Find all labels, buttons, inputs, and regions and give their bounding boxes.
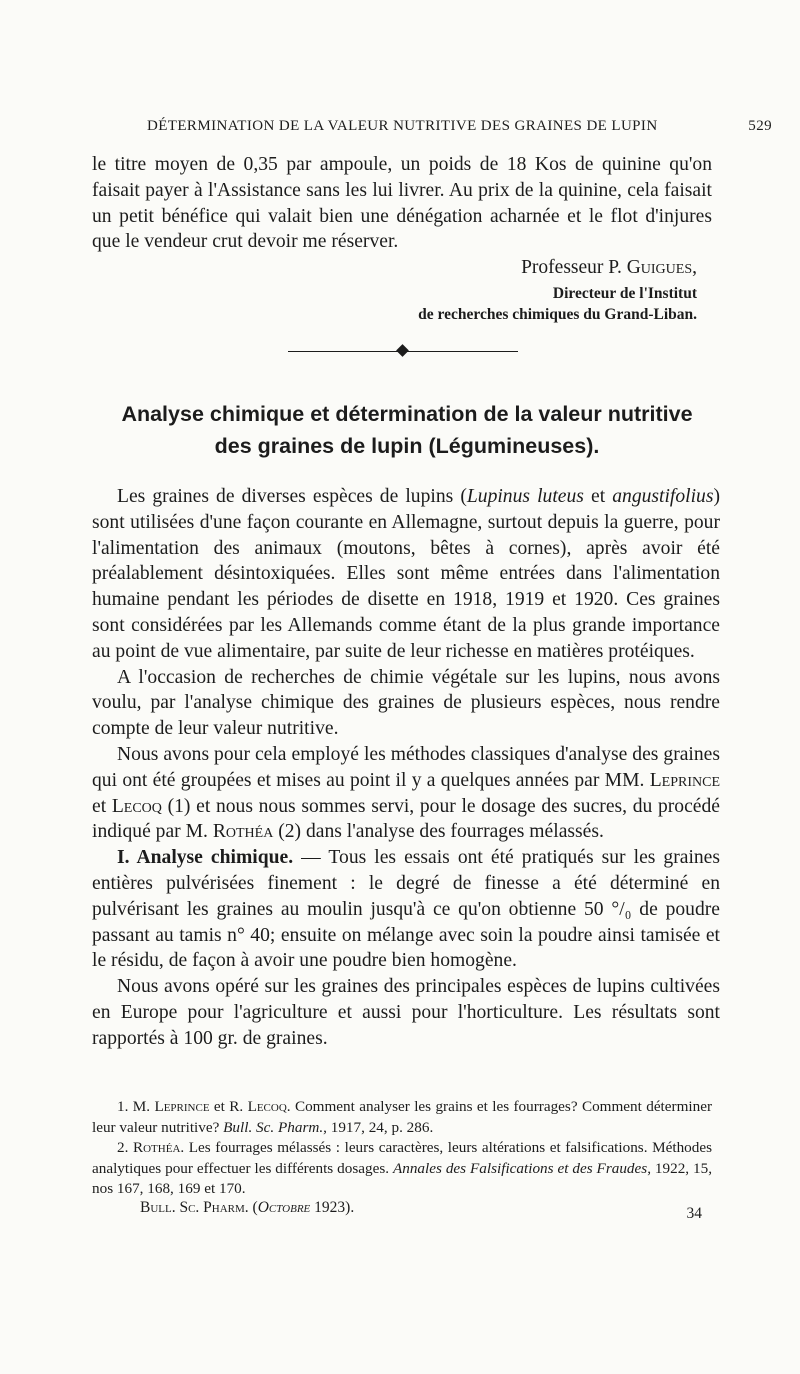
section-heading: I. Analyse chimique. bbox=[117, 847, 294, 869]
footnotes bbox=[92, 1097, 712, 1200]
paragraph-methods: Nous avons pour cela employé les méthodes classiques d'analyse des graines qui ont été groupées et mises au point il y a quelques années par MM. Leprince et Lecoq (1) et nous nous sommes servi, pour le dosage des sucres, du procédé indiqué par M. Rothéa (2) dans l'analyse des fourrages mélassés. bbox=[92, 743, 720, 843]
journal-citation: Bull. Sc. Pharm. (Octobre 1923). bbox=[140, 1199, 355, 1216]
footnote-1: 1. M. Leprince et R. Lecoq. Comment analyser les grains et les fourrages? Comment déterminer leur valeur nutritive? Bull. Sc. Pharm., 1917, 24, p. 286. bbox=[92, 1098, 712, 1136]
page-number: 529 bbox=[748, 118, 772, 134]
signature-title: Directeur de l'Institut bbox=[552, 285, 697, 302]
opening-paragraph: le titre moyen de 0,35 par ampoule, un poids de 18 Kos de quinine qu'on faisait payer à l'Assistance sans les lui livrer. Au prix de la quinine, cela faisait un petit bénéfice qui valait bien une dénégation acharnée et le flot d'injures que le vendeur crut devoir me réserver. bbox=[92, 154, 712, 253]
article-title: Analyse chimique et détermination de la valeur nutritive des graines de lupin (Légumineuses). bbox=[121, 402, 693, 458]
footnote-2: 2. Rothéa. Les fourrages mélassés : leurs caractères, leurs altérations et falsifications. Méthodes analytiques pour effectuer les différents dosages. Annales des Falsifications et des Fraudes, 1922, 15, nos 167, 168, 169 et 170. bbox=[92, 1139, 713, 1197]
paragraph-analysis: I. Analyse chimique. — Tous les essais ont été pratiqués sur les graines entières pulvérisées finement : le degré de finesse a été déterminé en pulvérisant les graines au moulin jusqu'à ce qu'on obtienne 50 °/₀ de poudre passant au tamis n° 40; ensuite on mélange avec soin la poudre ainsi tamisée et le résidu, de façon à avoir une poudre bien homogène. bbox=[92, 847, 721, 972]
paragraph-results: Nous avons opéré sur les graines des principales espèces de lupins cultivées en Europe pour l'agriculture et aussi pour l'horticulture. Les résultats sont rapportés à 100 gr. de graines. bbox=[92, 976, 720, 1049]
running-title: DÉTERMINATION DE LA VALEUR NUTRITIVE DES GRAINES DE LUPIN bbox=[147, 118, 658, 134]
page-footer bbox=[140, 1199, 702, 1222]
section-divider bbox=[288, 345, 518, 359]
article-body bbox=[92, 484, 720, 1052]
signature-affiliation: de recherches chimiques du Grand-Liban. bbox=[418, 306, 697, 323]
running-header bbox=[147, 118, 772, 135]
diamond-ornament-icon bbox=[396, 344, 409, 357]
paragraph-purpose: A l'occasion de recherches de chimie végétale sur les lupins, nous avons voulu, par l'analyse chimique des graines de plusieurs espèces, nous rendre compte de leur valeur nutritive. bbox=[92, 666, 720, 740]
signature-mark: 34 bbox=[686, 1205, 702, 1222]
signature-name: Professeur P. Guigues, bbox=[521, 257, 697, 278]
paragraph-intro: Les graines de diverses espèces de lupins (Lupinus luteus et angustifolius) sont utilisées d'une façon courante en Allemagne, surtout depuis la guerre, pour l'alimentation des animaux (moutons, bêtes à cornes), après avoir été préalablement désintoxiquées. Elles sont même entrées dans l'alimentation humaine pendant les périodes de disette en 1918, 1919 et 1920. Ces graines sont considérées par les Allemands comme étant de la plus grande importance au point de vue alimentaire, par suite de leur richesse en matières protéiques. bbox=[92, 486, 721, 662]
